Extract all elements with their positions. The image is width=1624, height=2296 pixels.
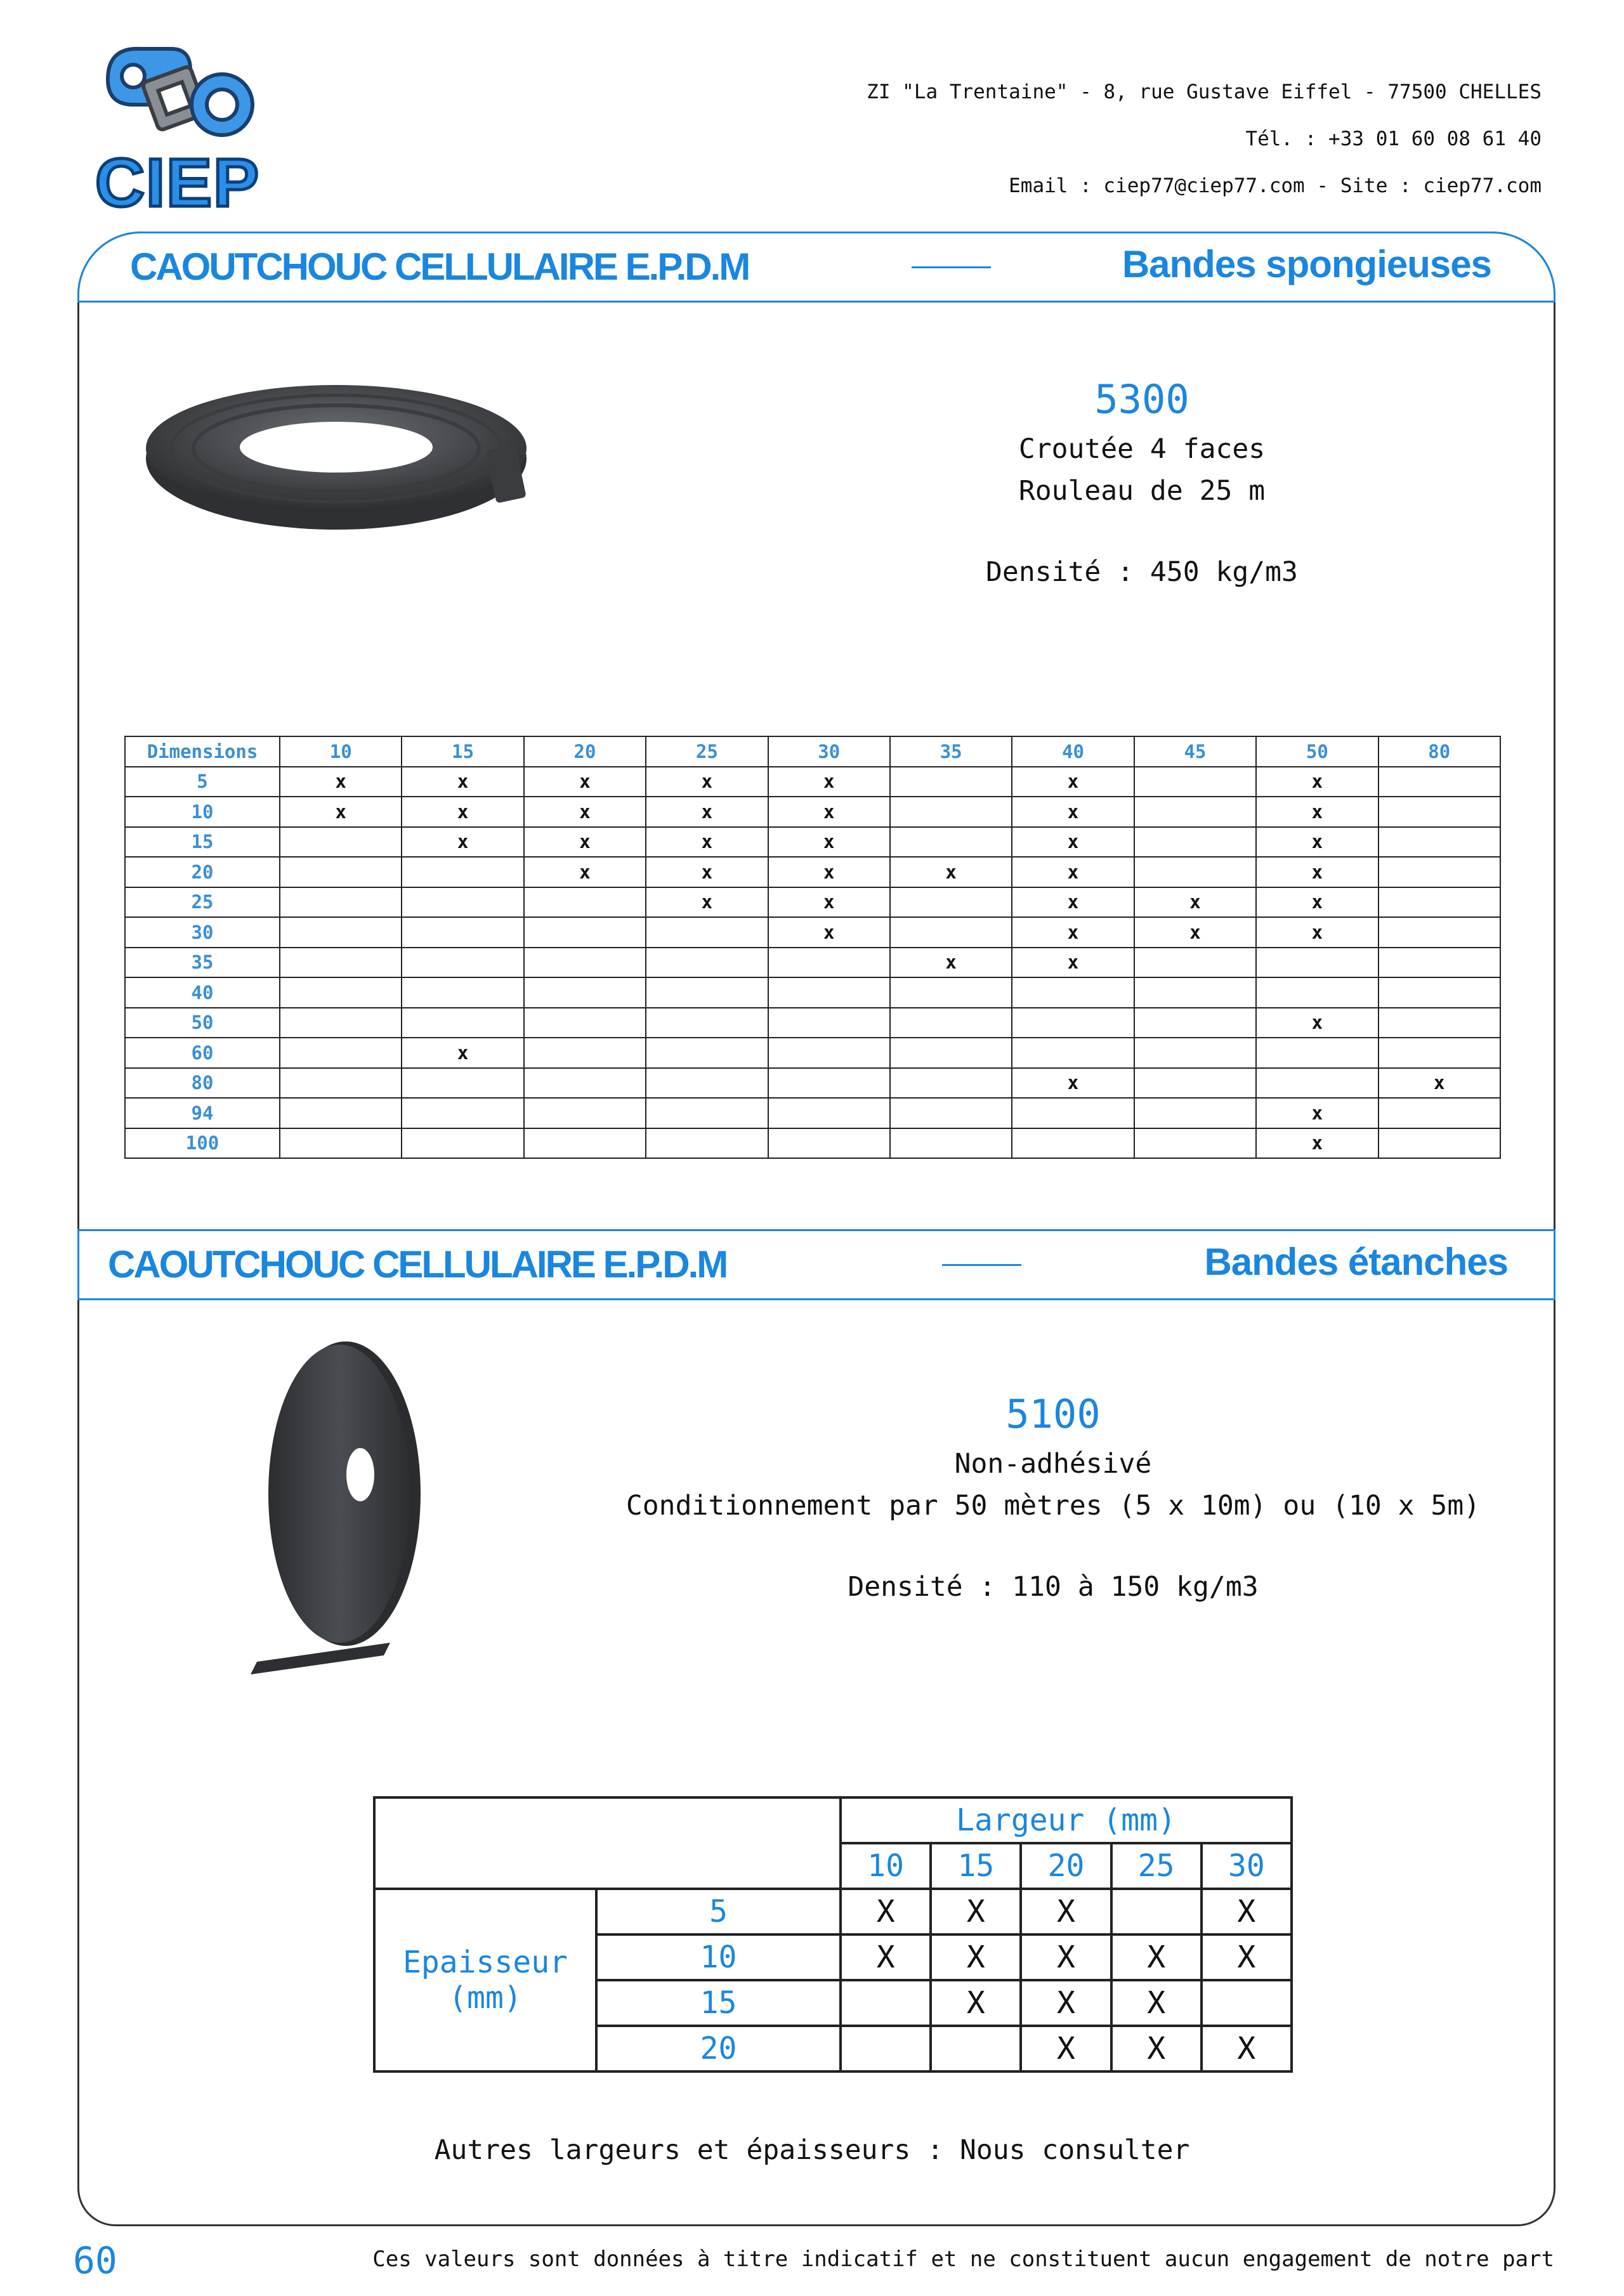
table-cell: x: [768, 917, 890, 948]
email-site: Email : ciep77@ciep77.com - Site : ciep77.com: [1009, 174, 1542, 197]
table-cell: x: [1256, 767, 1378, 797]
table-cell: X: [1111, 2026, 1202, 2071]
table-cell: [1378, 887, 1500, 918]
dimensions-table: [124, 736, 1501, 1159]
table-cell: x: [1134, 917, 1256, 948]
table-cell: x: [1256, 1128, 1378, 1159]
column-header: 80: [1378, 736, 1500, 767]
table-row: [125, 1068, 1500, 1099]
table-cell: [1378, 1008, 1500, 1038]
product1-info: [863, 371, 1421, 593]
table-cell: [1378, 917, 1500, 948]
table-row: [125, 1098, 1500, 1128]
disclaimer: Ces valeurs sont données à titre indicatif et ne constituent aucun engagement de notre part: [372, 2247, 1554, 2272]
row-header: 35: [125, 948, 280, 978]
column-header: 40: [1012, 736, 1134, 767]
table-cell: [280, 977, 402, 1008]
row-header: 10: [125, 797, 280, 827]
row-header: 5: [596, 1889, 841, 1934]
table-cell: X: [1202, 1889, 1292, 1934]
column-header: 25: [1111, 1843, 1202, 1889]
table-cell: x: [1012, 767, 1134, 797]
table-cell: x: [890, 857, 1012, 887]
table-cell: [646, 948, 768, 978]
table-cell: x: [1256, 797, 1378, 827]
table-row: [125, 1008, 1500, 1038]
table-cell: [768, 1068, 890, 1099]
table-cell: x: [1012, 857, 1134, 887]
thickness-header: [374, 1889, 596, 2071]
table-cell: [890, 1128, 1012, 1159]
table-cell: X: [1111, 1980, 1202, 2026]
table-cell: [1134, 1038, 1256, 1068]
table-cell: [280, 1038, 402, 1068]
section1-title: CAOUTCHOUC CELLULAIRE E.P.D.M: [130, 245, 749, 288]
thickness-unit: (mm): [449, 1980, 522, 2016]
product1-code: 5300: [1094, 376, 1189, 422]
table-cell: [280, 1008, 402, 1038]
table-cell: [402, 1008, 523, 1038]
table-cell: x: [1012, 917, 1134, 948]
table-cell: [1134, 827, 1256, 858]
table-cell: [841, 1980, 931, 2026]
thickness-width-table: [373, 1796, 1293, 2073]
table-cell: X: [931, 1980, 1021, 2026]
product1-density: Densité : 450 kg/m3: [986, 556, 1298, 588]
table-cell: x: [646, 797, 768, 827]
table-cell: x: [1012, 887, 1134, 918]
contact-block: [653, 68, 1542, 209]
table-cell: x: [402, 827, 523, 858]
table-cell: [768, 948, 890, 978]
table-cell: [402, 917, 523, 948]
table-cell: [524, 977, 646, 1008]
table-cell: x: [402, 767, 523, 797]
table-cell: [890, 1098, 1012, 1128]
column-header: 15: [402, 736, 523, 767]
table-cell: [1202, 1980, 1292, 2026]
table-cell: x: [890, 948, 1012, 978]
table-cell: x: [524, 857, 646, 887]
table-cell: [646, 917, 768, 948]
product2-line1: Non-adhésivé: [954, 1448, 1152, 1480]
row-header: 30: [125, 917, 280, 948]
table-cell: x: [1256, 857, 1378, 887]
table-cell: x: [1012, 797, 1134, 827]
section2-header: [77, 1229, 1555, 1300]
table-cell: [768, 1098, 890, 1128]
table-cell: x: [768, 767, 890, 797]
table-cell: [1012, 1008, 1134, 1038]
table-cell: x: [402, 1038, 523, 1068]
table-cell: [1111, 1889, 1202, 1934]
table-cell: [890, 1038, 1012, 1068]
table-cell: [402, 1098, 523, 1128]
table-cell: [890, 887, 1012, 918]
table-cell: x: [646, 767, 768, 797]
table-cell: [1378, 977, 1500, 1008]
section1-header: [77, 232, 1555, 303]
table-row: [125, 887, 1500, 918]
width-header: Largeur (mm): [841, 1797, 1292, 1843]
table-cell: [1256, 1038, 1378, 1068]
row-header: 20: [125, 857, 280, 887]
table-cell: [524, 887, 646, 918]
row-header: 20: [596, 2026, 841, 2071]
table-cell: [1134, 797, 1256, 827]
table-cell: x: [1378, 1068, 1500, 1099]
column-header: 20: [524, 736, 646, 767]
table-cell: x: [1012, 1068, 1134, 1099]
row-header: 80: [125, 1068, 280, 1099]
table-cell: [1378, 1038, 1500, 1068]
section2-subtitle: Bandes étanches: [1204, 1241, 1508, 1283]
table-cell: [1256, 948, 1378, 978]
company-logo: [95, 35, 261, 221]
column-header: 25: [646, 736, 768, 767]
table-cell: X: [841, 1889, 931, 1934]
table-row: [125, 857, 1500, 887]
table-row: [125, 917, 1500, 948]
table-cell: [1012, 1128, 1134, 1159]
table-cell: [1378, 948, 1500, 978]
table-cell: [1134, 977, 1256, 1008]
table-cell: x: [1256, 1098, 1378, 1128]
table-cell: [1378, 857, 1500, 887]
row-header: 100: [125, 1128, 280, 1159]
table-cell: [524, 948, 646, 978]
table-cell: [768, 1008, 890, 1038]
table-cell: X: [1021, 1934, 1111, 1980]
table-cell: [280, 1068, 402, 1099]
row-header: 94: [125, 1098, 280, 1128]
table-cell: x: [768, 857, 890, 887]
table-cell: X: [1021, 2026, 1111, 2071]
table-row: [125, 977, 1500, 1008]
table-cell: x: [524, 797, 646, 827]
table-cell: [1134, 1008, 1256, 1038]
table-cell: [1134, 1068, 1256, 1099]
table-cell: [1012, 1098, 1134, 1128]
table-cell: x: [1256, 917, 1378, 948]
product1-line2: Rouleau de 25 m: [1018, 475, 1266, 507]
table-cell: [931, 2026, 1021, 2071]
table-cell: X: [1202, 1934, 1292, 1980]
phone: Tél. : +33 01 60 08 61 40: [1245, 127, 1542, 150]
table-cell: x: [1134, 887, 1256, 918]
table-row: [125, 1038, 1500, 1068]
table-cell: [1378, 1128, 1500, 1159]
table-corner-header: Dimensions: [125, 736, 280, 767]
table-cell: x: [646, 887, 768, 918]
table-cell: [1256, 977, 1378, 1008]
column-header: 50: [1256, 736, 1378, 767]
table-cell: [1134, 948, 1256, 978]
table-cell: [280, 887, 402, 918]
page-number: 60: [73, 2239, 117, 2282]
table-cell: [524, 1038, 646, 1068]
table-cell: [1256, 1068, 1378, 1099]
column-header: 35: [890, 736, 1012, 767]
table-cell: [524, 1128, 646, 1159]
product1-line1: Croutée 4 faces: [1018, 433, 1266, 465]
table-cell: [646, 1068, 768, 1099]
row-header: 10: [596, 1934, 841, 1980]
table-cell: [280, 1128, 402, 1159]
table-cell: x: [1256, 827, 1378, 858]
table-cell: [1378, 767, 1500, 797]
table-cell: [524, 1098, 646, 1128]
table-cell: [890, 977, 1012, 1008]
table-cell: [1012, 1038, 1134, 1068]
divider: [942, 1264, 1021, 1266]
table-cell: [402, 1068, 523, 1099]
table-cell: [280, 857, 402, 887]
table-cell: [646, 1128, 768, 1159]
table-cell: [280, 917, 402, 948]
table-row: [125, 948, 1500, 978]
table-cell: x: [768, 827, 890, 858]
table-cell: x: [646, 827, 768, 858]
table-cell: X: [1021, 1889, 1111, 1934]
table-cell: X: [1021, 1980, 1111, 2026]
table-row: [125, 767, 1500, 797]
section1-subtitle: Bandes spongieuses: [1122, 243, 1491, 285]
foam-tape-roll-image: [244, 1338, 441, 1687]
row-header: 40: [125, 977, 280, 1008]
table-cell: [890, 917, 1012, 948]
table-cell: [402, 948, 523, 978]
row-header: 50: [125, 1008, 280, 1038]
table-cell: [1378, 827, 1500, 858]
table-cell: [646, 1098, 768, 1128]
table-cell: [402, 977, 523, 1008]
table-cell: x: [1012, 948, 1134, 978]
table-cell: [1134, 767, 1256, 797]
product2-line2: Conditionnement par 50 mètres (5 x 10m) ou (10 x 5m): [625, 1490, 1481, 1522]
product2-code: 5100: [1005, 1391, 1101, 1437]
column-header: 10: [841, 1843, 931, 1889]
table-cell: [280, 948, 402, 978]
row-header: 60: [125, 1038, 280, 1068]
table-cell: [524, 917, 646, 948]
column-header: 45: [1134, 736, 1256, 767]
column-header: 20: [1021, 1843, 1111, 1889]
table-cell: [890, 767, 1012, 797]
table-cell: [768, 1128, 890, 1159]
table-cell: [402, 1128, 523, 1159]
table-row: [125, 1128, 1500, 1159]
table-cell: [280, 1098, 402, 1128]
section2-title: CAOUTCHOUC CELLULAIRE E.P.D.M: [108, 1243, 727, 1286]
foam-roll-image: [143, 384, 542, 549]
column-header: 30: [768, 736, 890, 767]
column-header: 30: [1202, 1843, 1292, 1889]
table-cell: x: [402, 797, 523, 827]
logo-text: CIEP: [95, 144, 261, 221]
divider: [912, 266, 991, 268]
table-cell: [890, 1068, 1012, 1099]
table-cell: [1134, 1098, 1256, 1128]
table-cell: [1378, 1098, 1500, 1128]
table-cell: [890, 797, 1012, 827]
table-cell: [890, 1008, 1012, 1038]
table-cell: x: [280, 767, 402, 797]
product2-density: Densité : 110 à 150 kg/m3: [848, 1571, 1259, 1603]
table-cell: X: [1202, 2026, 1292, 2071]
table-cell: [841, 2026, 931, 2071]
table-cell: [1134, 1128, 1256, 1159]
table-cell: [646, 977, 768, 1008]
table-cell: [280, 827, 402, 858]
table-row: [125, 797, 1500, 827]
table-cell: [1012, 977, 1134, 1008]
table-cell: x: [1012, 827, 1134, 858]
table-cell: [402, 887, 523, 918]
table-cell: [890, 827, 1012, 858]
table-cell: [646, 1038, 768, 1068]
table-cell: x: [768, 797, 890, 827]
table-cell: x: [768, 887, 890, 918]
table-cell: X: [931, 1934, 1021, 1980]
table-cell: [524, 1068, 646, 1099]
table-cell: x: [1256, 887, 1378, 918]
table-cell: x: [280, 797, 402, 827]
contact-note: Autres largeurs et épaisseurs : Nous consulter: [434, 2134, 1190, 2166]
table-cell: [768, 977, 890, 1008]
table-cell: X: [841, 1934, 931, 1980]
table-cell: [768, 1038, 890, 1068]
table-cell: [524, 1008, 646, 1038]
row-header: 5: [125, 767, 280, 797]
column-header: 10: [280, 736, 402, 767]
thickness-label: Epaisseur: [402, 1945, 568, 1980]
table-cell: [1134, 857, 1256, 887]
table-row: [125, 827, 1500, 858]
table-cell: x: [1256, 1008, 1378, 1038]
table-cell: X: [1111, 1934, 1202, 1980]
table-empty-corner: [374, 1797, 841, 1889]
row-header: 15: [596, 1980, 841, 2026]
product2-info: [571, 1386, 1535, 1608]
table-cell: x: [646, 857, 768, 887]
row-header: 25: [125, 887, 280, 918]
table-row: [374, 1889, 1292, 1934]
table-cell: X: [931, 1889, 1021, 1934]
table-cell: [402, 857, 523, 887]
column-header: 15: [931, 1843, 1021, 1889]
table-cell: x: [524, 767, 646, 797]
table-cell: x: [524, 827, 646, 858]
table-cell: [1378, 797, 1500, 827]
row-header: 15: [125, 827, 280, 858]
address: ZI "La Trentaine" - 8, rue Gustave Eiffel - 77500 CHELLES: [867, 81, 1542, 103]
table-cell: [646, 1008, 768, 1038]
